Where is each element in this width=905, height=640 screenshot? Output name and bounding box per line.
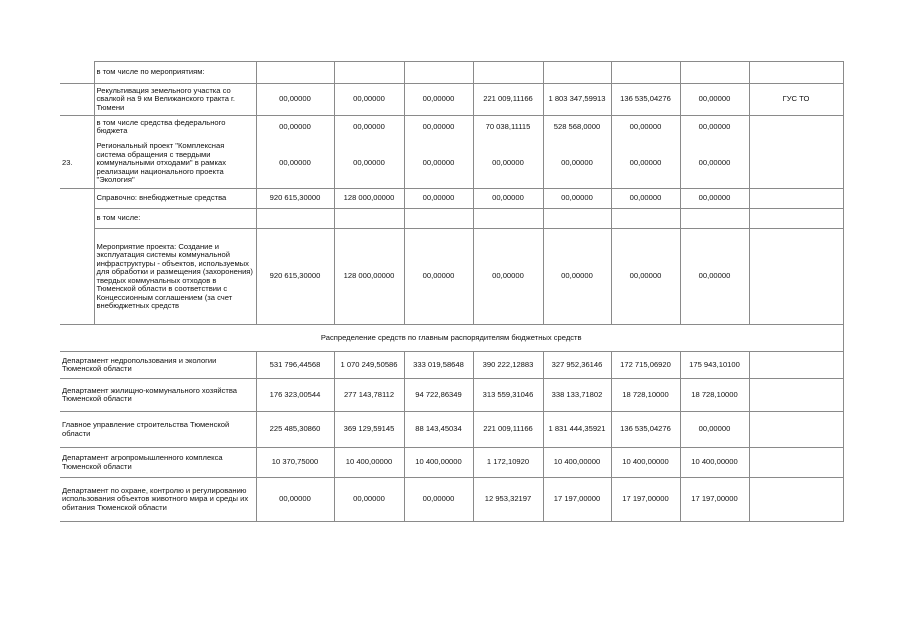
value-cell: 94 722,86349	[404, 379, 473, 412]
row-label: Департамент жилищно-коммунального хозяйства Тюменской области	[60, 379, 256, 412]
row-label: Региональный проект "Комплексная система обращения с твердыми коммунальными отходами" в рамках реализации национального проекта "Экология"	[94, 139, 256, 189]
value-cell: 920 615,30000	[256, 189, 334, 209]
value-cell: 00,00000	[404, 189, 473, 209]
value-cell: 333 019,58648	[404, 352, 473, 379]
value-cell: 00,00000	[543, 189, 611, 209]
row-label: Рекультивация земельного участка со свалкой на 9 км Велижанского тракта г. Тюмени	[94, 84, 256, 116]
value-cell: 00,00000	[611, 116, 680, 139]
value-cell: 88 143,45034	[404, 412, 473, 448]
value-cell: 00,00000	[256, 139, 334, 189]
row-index-cell	[60, 116, 94, 139]
value-cell: 00,00000	[473, 139, 543, 189]
responsible-cell	[749, 352, 843, 379]
value-cell: 17 197,00000	[611, 478, 680, 522]
row-label: Департамент агропромышленного комплекса Тюменской области	[60, 448, 256, 478]
value-cell: 176 323,00544	[256, 379, 334, 412]
value-cell	[473, 62, 543, 84]
table-row	[60, 229, 843, 325]
value-cell: 00,00000	[680, 84, 749, 116]
row-index-cell	[60, 84, 94, 116]
value-cell: 10 400,00000	[611, 448, 680, 478]
section-row	[60, 325, 843, 352]
value-cell: 00,00000	[680, 229, 749, 325]
value-cell: 10 400,00000	[404, 448, 473, 478]
value-cell	[256, 62, 334, 84]
value-cell	[543, 62, 611, 84]
table-row	[60, 478, 843, 522]
value-cell: 00,00000	[611, 189, 680, 209]
value-cell: 00,00000	[404, 139, 473, 189]
value-cell: 277 143,78112	[334, 379, 404, 412]
row-label: в том числе по мероприятиям:	[94, 62, 256, 84]
table-row	[60, 62, 843, 84]
value-cell: 10 400,00000	[680, 448, 749, 478]
responsible-cell	[749, 189, 843, 209]
value-cell: 128 000,00000	[334, 229, 404, 325]
table-row	[60, 116, 843, 139]
responsible-cell: ГУС ТО	[749, 84, 843, 116]
value-cell: 00,00000	[256, 116, 334, 139]
value-cell: 00,00000	[680, 139, 749, 189]
value-cell	[543, 209, 611, 229]
value-cell	[680, 209, 749, 229]
responsible-cell	[749, 62, 843, 84]
section-title: Распределение средств по главным распорядителям бюджетных средств	[60, 325, 843, 352]
table-row	[60, 379, 843, 412]
row-index-cell	[60, 209, 94, 229]
table-row	[60, 209, 843, 229]
value-cell: 10 400,00000	[334, 448, 404, 478]
value-cell: 175 943,10100	[680, 352, 749, 379]
value-cell: 12 953,32197	[473, 478, 543, 522]
value-cell: 369 129,59145	[334, 412, 404, 448]
table-row	[60, 412, 843, 448]
value-cell: 00,00000	[680, 116, 749, 139]
value-cell	[611, 62, 680, 84]
value-cell: 00,00000	[334, 84, 404, 116]
responsible-cell	[749, 209, 843, 229]
row-index-cell: 23.	[60, 139, 94, 189]
value-cell: 00,00000	[256, 478, 334, 522]
value-cell: 00,00000	[611, 139, 680, 189]
responsible-cell	[749, 379, 843, 412]
value-cell: 225 485,30860	[256, 412, 334, 448]
value-cell: 00,00000	[680, 189, 749, 209]
value-cell: 17 197,00000	[543, 478, 611, 522]
value-cell: 128 000,00000	[334, 189, 404, 209]
value-cell: 390 222,12883	[473, 352, 543, 379]
value-cell: 1 803 347,59913	[543, 84, 611, 116]
row-index-cell	[60, 189, 94, 209]
row-label: Справочно: внебюджетные средства	[94, 189, 256, 209]
value-cell: 920 615,30000	[256, 229, 334, 325]
value-cell: 172 715,06920	[611, 352, 680, 379]
value-cell: 00,00000	[473, 229, 543, 325]
table-row	[60, 448, 843, 478]
value-cell	[334, 62, 404, 84]
value-cell: 00,00000	[334, 116, 404, 139]
value-cell	[256, 209, 334, 229]
value-cell: 18 728,10000	[680, 379, 749, 412]
value-cell: 1 070 249,50586	[334, 352, 404, 379]
value-cell	[404, 209, 473, 229]
value-cell	[611, 209, 680, 229]
value-cell: 00,00000	[543, 229, 611, 325]
value-cell: 338 133,71802	[543, 379, 611, 412]
row-label: Мероприятие проекта: Создание и эксплуатация системы коммунальной инфраструктуры - объектов, используемых для обработки и размещения (захоронения) твердых коммунальных отходов в Тюменской области в соответствии с Концессионным соглашением (за счет внебюджетных средств	[94, 229, 256, 325]
value-cell: 00,00000	[334, 139, 404, 189]
value-cell: 136 535,04276	[611, 84, 680, 116]
table-row	[60, 189, 843, 209]
responsible-cell	[749, 229, 843, 325]
table-row	[60, 352, 843, 379]
value-cell: 136 535,04276	[611, 412, 680, 448]
value-cell: 1 172,10920	[473, 448, 543, 478]
value-cell: 00,00000	[473, 189, 543, 209]
value-cell: 00,00000	[404, 229, 473, 325]
value-cell: 528 568,0000	[543, 116, 611, 139]
responsible-cell	[749, 139, 843, 189]
table-row	[60, 139, 843, 189]
value-cell: 00,00000	[256, 84, 334, 116]
row-label: в том числе средства федерального бюджета	[94, 116, 256, 139]
table-row	[60, 84, 843, 116]
value-cell: 00,00000	[404, 116, 473, 139]
value-cell: 00,00000	[543, 139, 611, 189]
row-label: Департамент недропользования и экологии Тюменской области	[60, 352, 256, 379]
value-cell: 327 952,36146	[543, 352, 611, 379]
value-cell: 70 038,11115	[473, 116, 543, 139]
value-cell: 10 370,75000	[256, 448, 334, 478]
row-index-cell	[60, 62, 94, 84]
row-label: Департамент по охране, контролю и регулированию использования объектов животного мира и среды их обитания Тюменской области	[60, 478, 256, 522]
budget-table	[60, 61, 844, 522]
responsible-cell	[749, 412, 843, 448]
value-cell: 221 009,11166	[473, 84, 543, 116]
value-cell: 00,00000	[404, 84, 473, 116]
value-cell: 00,00000	[334, 478, 404, 522]
value-cell: 00,00000	[611, 229, 680, 325]
value-cell: 1 831 444,35921	[543, 412, 611, 448]
responsible-cell	[749, 478, 843, 522]
value-cell	[473, 209, 543, 229]
value-cell: 17 197,00000	[680, 478, 749, 522]
row-label: Главное управление строительства Тюменской области	[60, 412, 256, 448]
value-cell: 10 400,00000	[543, 448, 611, 478]
value-cell: 313 559,31046	[473, 379, 543, 412]
row-label: в том числе:	[94, 209, 256, 229]
row-index-cell	[60, 229, 94, 325]
value-cell	[404, 62, 473, 84]
value-cell: 00,00000	[680, 412, 749, 448]
value-cell: 531 796,44568	[256, 352, 334, 379]
responsible-cell	[749, 116, 843, 139]
responsible-cell	[749, 448, 843, 478]
value-cell	[334, 209, 404, 229]
value-cell	[680, 62, 749, 84]
value-cell: 00,00000	[404, 478, 473, 522]
value-cell: 18 728,10000	[611, 379, 680, 412]
value-cell: 221 009,11166	[473, 412, 543, 448]
